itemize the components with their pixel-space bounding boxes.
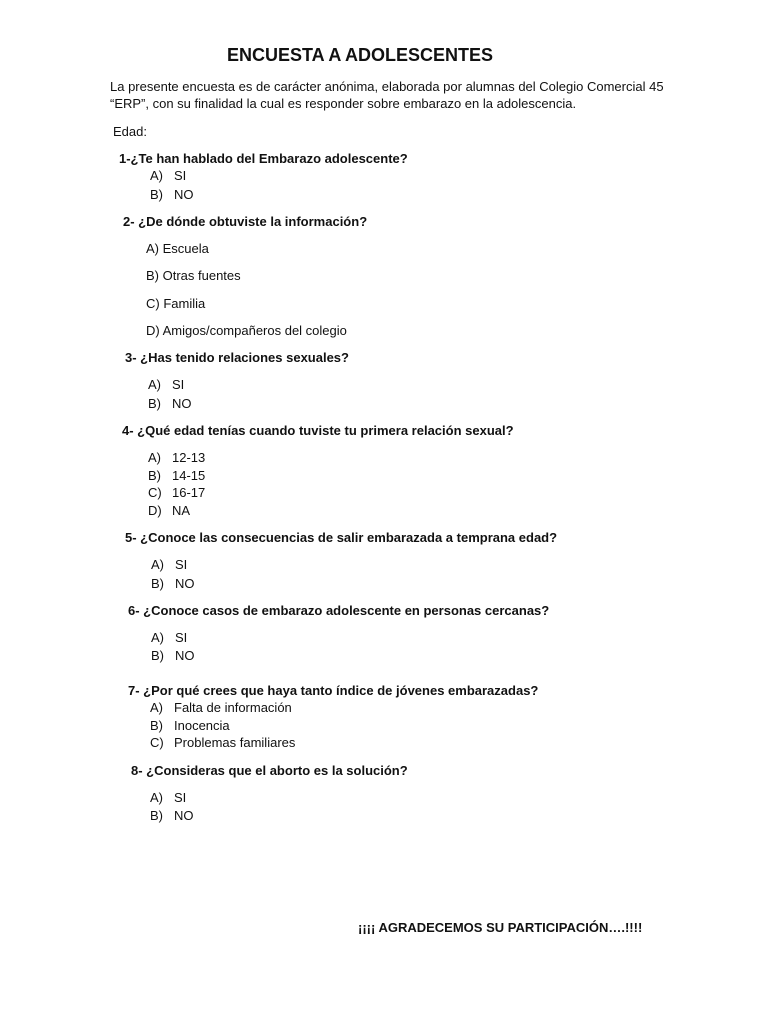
question-3: 3- ¿Has tenido relaciones sexuales? (125, 350, 349, 365)
option-letter: A) (151, 630, 164, 645)
q7-option-b (150, 718, 230, 733)
q1-option-a (150, 168, 186, 183)
q2-option-c: C) Familia (146, 296, 206, 311)
option-letter: B) (151, 576, 164, 591)
q2-option-b: B) Otras fuentes (146, 268, 241, 283)
option-letter: B) (148, 396, 161, 411)
option-letter: B) (150, 718, 163, 733)
q8-option-b (150, 808, 194, 823)
q8-option-a (150, 790, 186, 805)
option-text: SI (175, 630, 188, 645)
option-letter: A) (151, 557, 164, 572)
q4-option-c (148, 485, 205, 500)
option-letter: B) (150, 187, 163, 202)
option-text: Inocencia (174, 718, 230, 733)
option-letter: A) (148, 450, 161, 465)
option-text: NA (172, 503, 191, 518)
q7-option-c (150, 735, 295, 750)
q3-option-a (148, 377, 184, 392)
option-letter: A) (148, 377, 161, 392)
page-title: ENCUESTA A ADOLESCENTES (227, 45, 494, 65)
option-letter: B) (150, 808, 163, 823)
option-text: NO (174, 808, 194, 823)
option-letter: A) (150, 700, 163, 715)
option-text: Falta de información (174, 700, 292, 715)
option-letter: D) (148, 503, 162, 518)
q4-option-d (148, 503, 190, 518)
option-text: 12-13 (172, 450, 206, 465)
option-text: NO (174, 187, 194, 202)
q5-option-a (151, 557, 187, 572)
option-text: NO (175, 648, 195, 663)
option-text: 16-17 (172, 485, 206, 500)
intro-line-1: La presente encuesta es de carácter anónima, elaborada por alumnas del Colegio Comercial 45 (110, 79, 664, 94)
option-text: 14-15 (172, 468, 206, 483)
option-text: NO (175, 576, 195, 591)
thanks-message: ¡¡¡¡ AGRADECEMOS SU PARTICIPACIÓN….!!!! (358, 920, 643, 935)
question-4: 4- ¿Qué edad tenías cuando tuviste tu primera relación sexual? (122, 423, 514, 438)
option-text: SI (175, 557, 188, 572)
question-5: 5- ¿Conoce las consecuencias de salir embarazada a temprana edad? (125, 530, 558, 545)
question-8: 8- ¿Consideras que el aborto es la solución? (131, 763, 408, 778)
question-2: 2- ¿De dónde obtuviste la información? (123, 214, 368, 229)
option-text: SI (174, 168, 187, 183)
option-text: SI (172, 377, 185, 392)
question-6: 6- ¿Conoce casos de embarazo adolescente en personas cercanas? (128, 603, 550, 618)
q1-option-b (150, 187, 194, 202)
q4-option-b (148, 468, 205, 483)
q2-option-a: A) Escuela (146, 241, 209, 256)
option-letter: A) (150, 168, 163, 183)
q6-option-a (151, 630, 187, 645)
option-letter: C) (148, 485, 162, 500)
q3-option-b (148, 396, 192, 411)
intro-line-2: “ERP”, con su finalidad la cual es responder sobre embarazo en la adolescencia. (110, 96, 577, 111)
question-1: 1-¿Te han hablado del Embarazo adolescente? (119, 151, 408, 166)
option-text: Problemas familiares (174, 735, 296, 750)
q6-option-b (151, 648, 195, 663)
q2-option-d: D) Amigos/compañeros del colegio (146, 323, 347, 338)
option-letter: B) (148, 468, 161, 483)
option-text: SI (174, 790, 187, 805)
option-text: NO (172, 396, 192, 411)
option-letter: B) (151, 648, 164, 663)
q4-option-a (148, 450, 205, 465)
age-label: Edad: (113, 124, 147, 139)
q7-option-a (150, 700, 292, 715)
question-7: 7- ¿Por qué crees que haya tanto índice de jóvenes embarazadas? (128, 683, 539, 698)
option-letter: A) (150, 790, 163, 805)
option-letter: C) (150, 735, 164, 750)
q5-option-b (151, 576, 195, 591)
